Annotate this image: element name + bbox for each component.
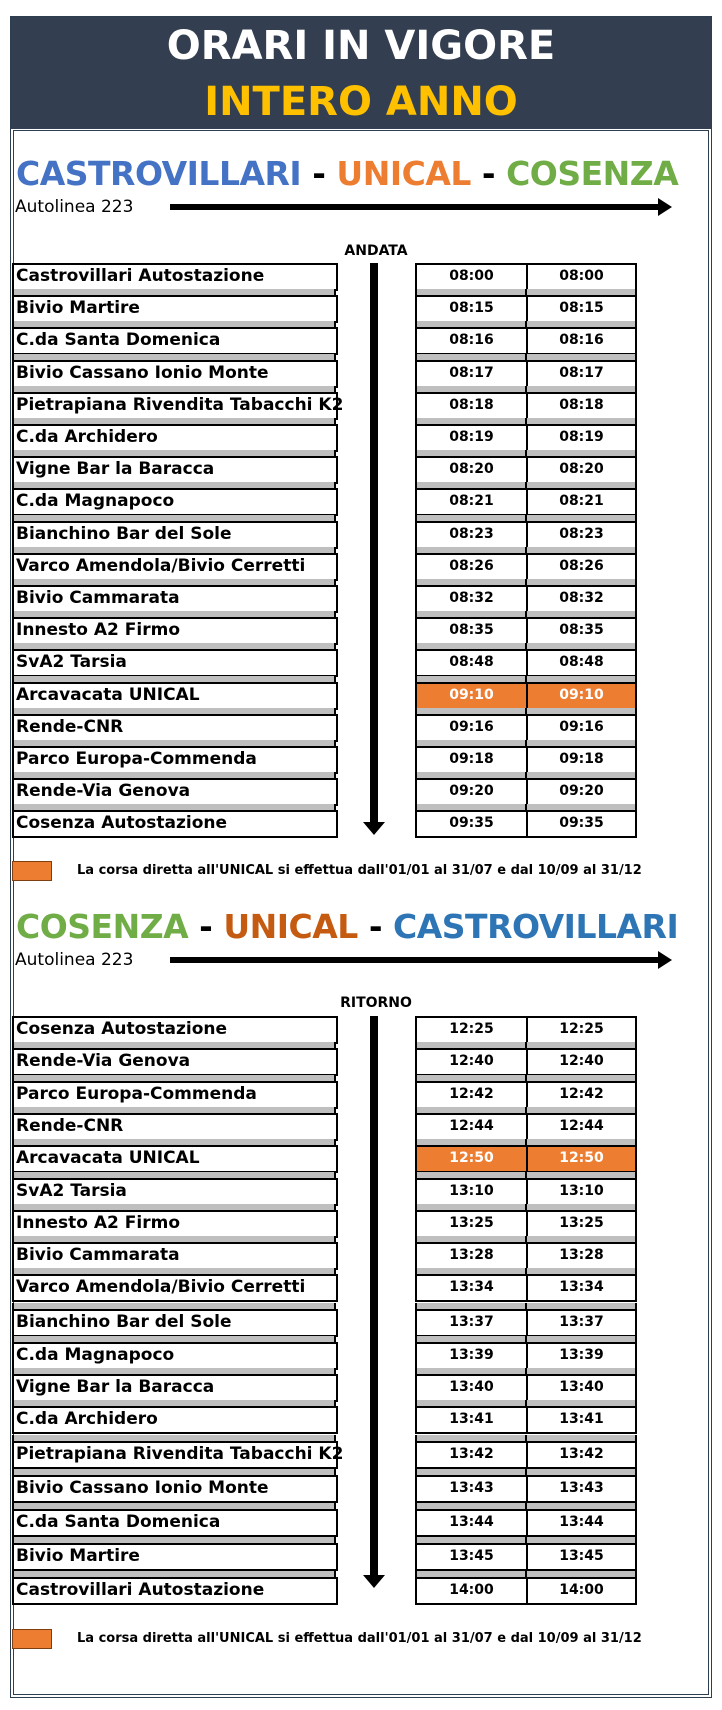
- route-title-part: CASTROVILLARI: [16, 154, 302, 193]
- departure-time-1: 14:00: [417, 1579, 528, 1603]
- departure-time-2: 08:23: [559, 525, 604, 542]
- header-subtitle: INTERO ANNO: [204, 79, 518, 125]
- departure-time-2: 08:21: [559, 493, 604, 510]
- legend-swatch-andata: [12, 861, 52, 881]
- stop-name: SvA2 Tarsia: [12, 1178, 338, 1206]
- stop-name: Bivio Martire: [12, 1543, 338, 1571]
- stop-name: Bivio Cammarata: [12, 585, 338, 613]
- stop-name: C.da Archidero: [12, 424, 338, 452]
- departure-time-1: 08:32: [417, 587, 528, 611]
- departure-time-2: 09:18: [559, 751, 604, 767]
- departure-time-2: 13:44: [559, 1514, 604, 1531]
- departure-time-2: 13:37: [559, 1314, 604, 1331]
- stop-name: Rende-CNR: [12, 1113, 338, 1141]
- route-title-part: UNICAL: [223, 907, 358, 946]
- stop-name: Castrovillari Autostazione: [12, 263, 338, 291]
- departure-time-1: 08:00: [417, 265, 528, 289]
- time-row: [415, 295, 637, 323]
- departure-time-2: 12:40: [559, 1053, 604, 1070]
- departure-time-2: 08:35: [559, 622, 604, 639]
- departure-time-2: 13:41: [559, 1411, 604, 1428]
- departure-time-2: 14:00: [559, 1582, 604, 1599]
- stop-name: Arcavacata UNICAL: [12, 1145, 338, 1173]
- departure-time-1: 13:40: [417, 1376, 528, 1400]
- departure-time-2: 13:10: [559, 1182, 604, 1199]
- time-row: [415, 1406, 637, 1434]
- departure-time-1: 12:50: [417, 1147, 528, 1171]
- departure-time-2: 08:26: [559, 557, 604, 574]
- departure-time-2: 08:17: [559, 364, 604, 381]
- departure-time-1: 13:25: [417, 1212, 528, 1236]
- direction-label-ritorno: RITORNO: [340, 995, 412, 1011]
- departure-time-1: 08:17: [417, 362, 528, 386]
- departure-time-1: 09:10: [417, 684, 528, 708]
- time-row: [415, 1081, 637, 1109]
- stop-name: Castrovillari Autostazione: [12, 1577, 338, 1605]
- departure-time-1: 13:34: [417, 1276, 528, 1300]
- departure-time-1: 13:41: [417, 1408, 528, 1432]
- stop-name: C.da Santa Domenica: [12, 1509, 338, 1537]
- departure-time-1: 13:43: [417, 1477, 528, 1501]
- departure-time-2: 08:20: [559, 461, 604, 478]
- page-header: [11, 17, 711, 129]
- departure-time-1: 12:40: [417, 1050, 528, 1074]
- departure-time-1: 08:20: [417, 458, 528, 482]
- departure-time-2: 13:34: [559, 1279, 604, 1296]
- time-row: [415, 1242, 637, 1270]
- departure-time-1: 12:25: [417, 1018, 528, 1042]
- departure-time-2: 09:35: [559, 815, 604, 832]
- stop-name: C.da Magnapoco: [12, 488, 338, 516]
- departure-time-1: 12:44: [417, 1115, 528, 1139]
- time-row: [415, 1178, 637, 1206]
- time-row: [415, 746, 637, 774]
- time-row: [415, 521, 637, 549]
- stop-name: Bianchino Bar del Sole: [12, 1309, 338, 1337]
- time-row: [415, 1475, 637, 1503]
- time-row: [415, 617, 637, 645]
- departure-time-2: 13:43: [559, 1480, 604, 1497]
- departure-time-2: 08:32: [559, 590, 604, 606]
- legend-note-ritorno: La corsa diretta all'UNICAL si effettua dall'01/01 al 31/07 e dal 10/09 al 31/12: [77, 1631, 642, 1646]
- route-arrow-andata: [170, 204, 660, 210]
- departure-time-1: 13:28: [417, 1244, 528, 1268]
- route-title-part: -: [301, 154, 337, 193]
- time-row: [415, 456, 637, 484]
- departure-time-1: 08:16: [417, 329, 528, 353]
- stop-name: Vigne Bar la Baracca: [12, 1374, 338, 1402]
- stop-name: Pietrapiana Rivendita Tabacchi K2: [12, 1441, 338, 1469]
- departure-time-2: 13:40: [559, 1379, 604, 1395]
- departure-time-2: 08:00: [559, 268, 604, 284]
- departure-time-1: 09:18: [417, 748, 528, 772]
- departure-time-1: 09:16: [417, 716, 528, 740]
- stop-name: Rende-CNR: [12, 714, 338, 742]
- route-subtitle-ritorno: Autolinea 223: [15, 950, 134, 970]
- stop-name: Pietrapiana Rivendita Tabacchi K2: [12, 392, 338, 420]
- departure-time-2: 12:42: [559, 1085, 604, 1102]
- time-row: [415, 1048, 637, 1076]
- time-row: [415, 392, 637, 420]
- time-row: [415, 649, 637, 677]
- time-row: [415, 1113, 637, 1141]
- stop-name: Innesto A2 Firmo: [12, 617, 338, 645]
- stop-name: Parco Europa-Commenda: [12, 746, 338, 774]
- departure-time-1: 08:26: [417, 555, 528, 579]
- route-title-part: COSENZA: [16, 907, 189, 946]
- route-subtitle-andata: Autolinea 223: [15, 197, 134, 217]
- departure-time-2: 09:16: [559, 718, 604, 735]
- stop-name: C.da Magnapoco: [12, 1342, 338, 1370]
- departure-time-2: 12:44: [559, 1117, 604, 1134]
- time-row: [415, 1274, 637, 1302]
- departure-time-2: 12:50: [528, 1147, 635, 1171]
- stop-name: Cosenza Autostazione: [12, 1016, 338, 1044]
- route-title-part: -: [188, 907, 224, 946]
- time-row: [415, 327, 637, 355]
- departure-time-1: 13:10: [417, 1180, 528, 1204]
- stop-name: Bianchino Bar del Sole: [12, 521, 338, 549]
- time-row: [415, 778, 637, 806]
- stop-name: Cosenza Autostazione: [12, 810, 338, 838]
- departure-time-2: 09:20: [559, 783, 604, 800]
- route-title-part: -: [357, 907, 394, 946]
- route-arrow-ritorno: [170, 957, 660, 963]
- departure-time-2: 12:25: [559, 1021, 604, 1037]
- time-row: [415, 1309, 637, 1337]
- time-row: [415, 810, 637, 838]
- departure-time-1: 08:18: [417, 394, 528, 418]
- departure-time-1: 13:37: [417, 1311, 528, 1335]
- departure-time-2: 09:10: [528, 684, 635, 708]
- legend-note-andata: La corsa diretta all'UNICAL si effettua dall'01/01 al 31/07 e dal 10/09 al 31/12: [77, 863, 642, 878]
- departure-time-2: 08:16: [559, 332, 604, 349]
- time-row: [415, 1016, 637, 1044]
- down-arrow-andata: [370, 263, 378, 823]
- departure-time-1: 08:19: [417, 426, 528, 450]
- time-row: [415, 1577, 637, 1605]
- time-row: [415, 1543, 637, 1571]
- departure-time-2: 13:25: [559, 1214, 604, 1231]
- departure-time-1: 13:42: [417, 1443, 528, 1467]
- time-row: [415, 1210, 637, 1238]
- stop-name: Bivio Cassano Ionio Monte: [12, 1475, 338, 1503]
- stop-name: Parco Europa-Commenda: [12, 1081, 338, 1109]
- departure-time-2: 13:42: [559, 1446, 604, 1463]
- time-row: [415, 585, 637, 613]
- departure-time-1: 09:35: [417, 812, 528, 836]
- time-row: [415, 424, 637, 452]
- stop-name: Bivio Cassano Ionio Monte: [12, 360, 338, 388]
- departure-time-1: 13:44: [417, 1511, 528, 1535]
- departure-time-2: 13:39: [559, 1346, 604, 1363]
- stop-name: Bivio Martire: [12, 295, 338, 323]
- departure-time-1: 13:39: [417, 1344, 528, 1368]
- route-title-part: -: [470, 154, 507, 193]
- direction-label-andata: ANDATA: [344, 243, 408, 259]
- departure-time-1: 09:20: [417, 780, 528, 804]
- departure-time-1: 08:48: [417, 651, 528, 675]
- route-title-part: UNICAL: [336, 154, 471, 193]
- stop-name: Rende-Via Genova: [12, 778, 338, 806]
- down-arrow-ritorno: [370, 1016, 378, 1576]
- departure-time-2: 08:19: [559, 429, 604, 445]
- stop-name: C.da Archidero: [12, 1406, 338, 1434]
- time-row: [415, 1342, 637, 1370]
- departure-time-1: 08:15: [417, 297, 528, 321]
- header-title: ORARI IN VIGORE: [166, 23, 556, 69]
- departure-time-1: 13:45: [417, 1545, 528, 1569]
- stop-name: SvA2 Tarsia: [12, 649, 338, 677]
- stop-name: Arcavacata UNICAL: [12, 682, 338, 710]
- time-row: [415, 263, 637, 291]
- stop-name: Varco Amendola/Bivio Cerretti: [12, 553, 338, 581]
- stop-name: Vigne Bar la Baracca: [12, 456, 338, 484]
- departure-time-1: 08:23: [417, 523, 528, 547]
- time-row: [415, 553, 637, 581]
- route-title-andata: [16, 154, 678, 194]
- departure-time-2: 13:28: [559, 1247, 604, 1264]
- route-title-ritorno: [16, 907, 678, 947]
- stop-name: Rende-Via Genova: [12, 1048, 338, 1076]
- stop-name: Innesto A2 Firmo: [12, 1210, 338, 1238]
- departure-time-2: 08:48: [559, 654, 604, 671]
- time-row: [415, 488, 637, 516]
- departure-time-1: 08:21: [417, 490, 528, 514]
- time-row-unical-highlight: [415, 682, 637, 710]
- time-row-unical-highlight: [415, 1145, 637, 1173]
- stop-name: Bivio Cammarata: [12, 1242, 338, 1270]
- time-row: [415, 360, 637, 388]
- time-row: [415, 714, 637, 742]
- time-row: [415, 1509, 637, 1537]
- departure-time-1: 12:42: [417, 1083, 528, 1107]
- route-title-part: COSENZA: [506, 154, 679, 193]
- departure-time-2: 08:15: [559, 300, 604, 317]
- stop-name: Varco Amendola/Bivio Cerretti: [12, 1274, 338, 1302]
- departure-time-2: 08:18: [559, 396, 604, 413]
- stop-name: C.da Santa Domenica: [12, 327, 338, 355]
- time-row: [415, 1374, 637, 1402]
- departure-time-2: 13:45: [559, 1548, 604, 1565]
- departure-time-1: 08:35: [417, 619, 528, 643]
- legend-swatch-ritorno: [12, 1629, 52, 1649]
- route-title-part: CASTROVILLARI: [393, 907, 679, 946]
- time-row: [415, 1441, 637, 1469]
